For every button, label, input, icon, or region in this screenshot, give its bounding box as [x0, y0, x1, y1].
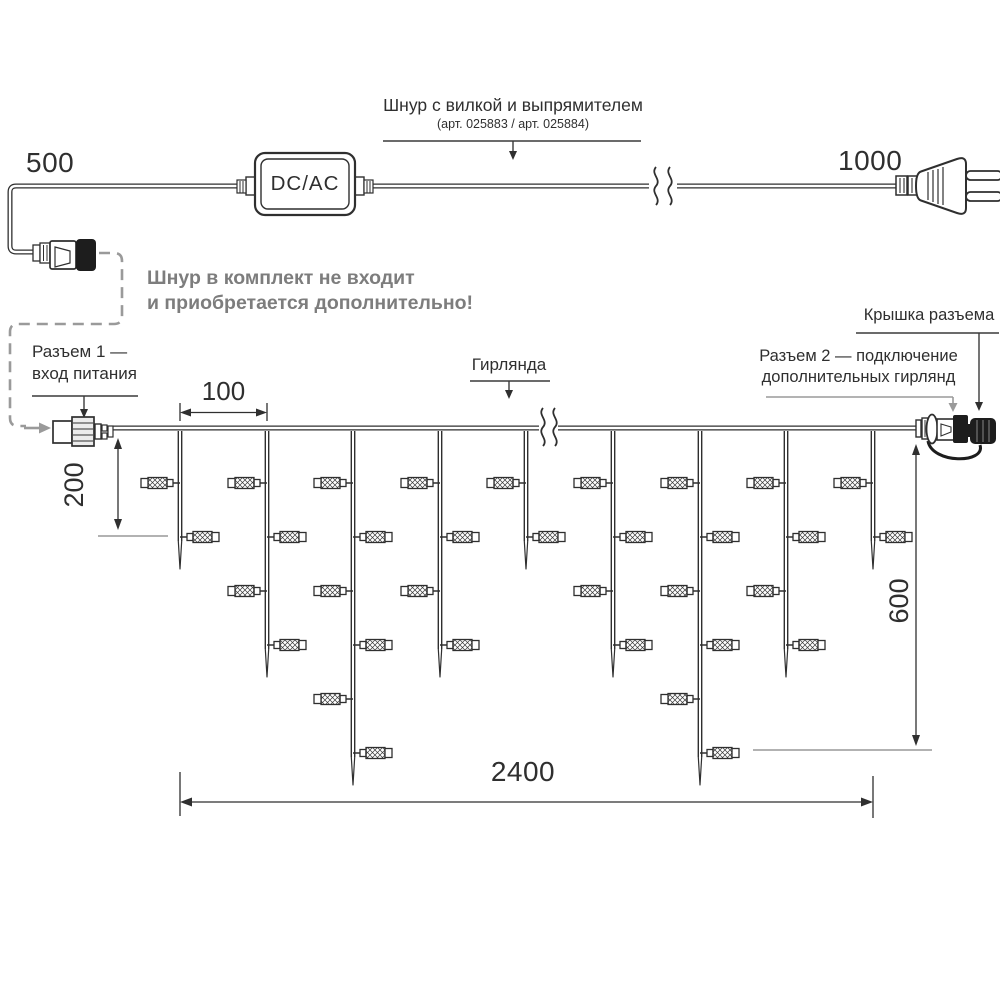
- lamp-icon: [574, 586, 613, 597]
- input-connector-icon: [33, 239, 96, 271]
- lamp-icon: [267, 532, 306, 543]
- garland-break-symbol: [541, 408, 556, 446]
- lamp-icon: [314, 586, 353, 597]
- garland-drop: [661, 431, 739, 785]
- leader-cord-label: [383, 141, 641, 160]
- lamp-icon: [440, 532, 479, 543]
- cord-label-title: Шнур с вилкой и выпрямителем: [383, 95, 643, 115]
- lamp-icon: [353, 532, 392, 543]
- garland-drops: [141, 431, 912, 785]
- lamp-icon: [228, 586, 267, 597]
- lamp-icon: [700, 640, 739, 651]
- connector-cap-icon: [966, 418, 996, 444]
- garland-drop: [228, 431, 306, 677]
- lamp-icon: [700, 532, 739, 543]
- dimension-500-label: 500: [26, 147, 75, 178]
- lamp-icon: [873, 532, 912, 543]
- garland-drop: [834, 431, 912, 569]
- garland-drop: [401, 431, 479, 677]
- power-plug-icon: [896, 158, 1000, 214]
- dimension-2400-label: 2400: [490, 756, 556, 787]
- cord-break-symbol: [654, 167, 671, 205]
- connector-cap-label: Крышка разъема: [863, 306, 995, 324]
- lamp-icon: [228, 478, 267, 489]
- dimension-100-label: 100: [201, 376, 246, 406]
- lamp-icon: [700, 748, 739, 759]
- garland-drop: [574, 431, 652, 677]
- connector2-label-line1: Разъем 2 — подключение: [759, 347, 958, 365]
- leader-garland: [470, 381, 550, 399]
- dimension-1000-label: 1000: [838, 145, 903, 176]
- dimension-600-label: 600: [884, 578, 915, 624]
- lamp-icon: [834, 478, 873, 489]
- dc-ac-label: DC/AC: [270, 171, 340, 195]
- leader-connector1: [32, 396, 138, 418]
- lamp-icon: [401, 586, 440, 597]
- not-included-note-line2: и приобретается дополнительно!: [147, 292, 474, 314]
- dashed-connection-path: [10, 253, 122, 426]
- cord-label-subtitle: (арт. 025883 / арт. 025884): [437, 117, 589, 131]
- lamp-icon: [401, 478, 440, 489]
- garland-label: Гирлянда: [471, 355, 547, 374]
- lamp-icon: [487, 478, 526, 489]
- lamp-icon: [141, 478, 180, 489]
- lamp-icon: [314, 694, 353, 705]
- lamp-icon: [613, 532, 652, 543]
- lamp-icon: [747, 586, 786, 597]
- lamp-icon: [661, 586, 700, 597]
- connector1-label-line1: Разъем 1 —: [32, 342, 128, 361]
- lamp-icon: [574, 478, 613, 489]
- garland-drop: [141, 431, 219, 569]
- lamp-icon: [440, 640, 479, 651]
- lamp-icon: [353, 640, 392, 651]
- lamp-icon: [786, 640, 825, 651]
- lamp-icon: [661, 694, 700, 705]
- garland-drop: [747, 431, 825, 677]
- lamp-icon: [613, 640, 652, 651]
- lamp-icon: [526, 532, 565, 543]
- connector2-label-line2: дополнительных гирлянд: [761, 368, 956, 386]
- lamp-icon: [180, 532, 219, 543]
- garland-drop: [314, 431, 392, 785]
- lamp-icon: [661, 478, 700, 489]
- lamp-icon: [267, 640, 306, 651]
- lamp-icon: [314, 478, 353, 489]
- power-cord-assembly: [10, 186, 898, 252]
- garland-drop: [487, 431, 565, 569]
- dimension-200-label: 200: [59, 462, 90, 508]
- lamp-icon: [786, 532, 825, 543]
- lamp-icon: [353, 748, 392, 759]
- lamp-icon: [747, 478, 786, 489]
- not-included-note-line1: Шнур в комплект не входит: [147, 267, 415, 289]
- leader-connector2: [766, 397, 958, 412]
- connector1-label-line2: вход питания: [32, 364, 137, 383]
